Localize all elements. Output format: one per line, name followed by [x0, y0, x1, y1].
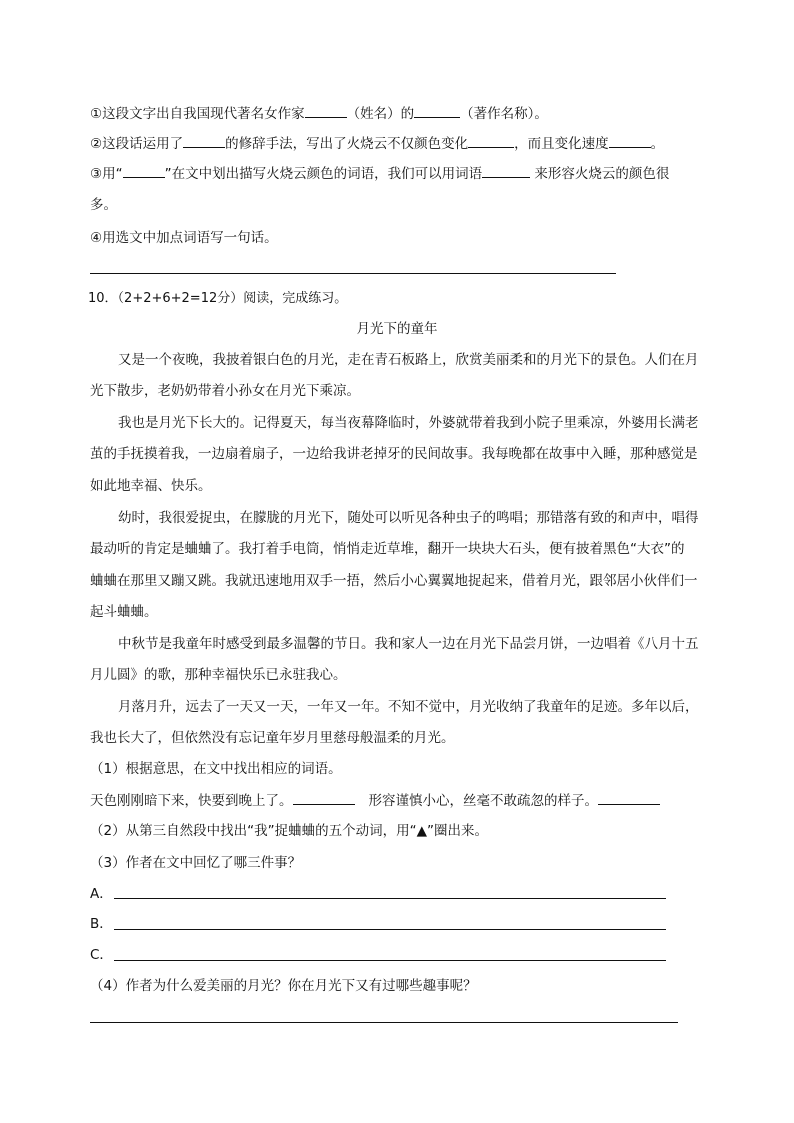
q9-item1 [90, 103, 548, 124]
q9-item3-text-c: 来形容火烧云的颜色很 [530, 166, 670, 182]
p4-line2: 月儿圆》的歌，那种幸福快乐已永驻我心。 [90, 667, 347, 683]
p2-line3: 如此地幸福、快乐。 [90, 478, 212, 494]
speed-blank[interactable] [609, 133, 651, 148]
option-a-answer-line[interactable] [114, 898, 666, 899]
q9-item3-text-a: ③用“ [90, 166, 123, 182]
option-c-label: C． [90, 947, 113, 963]
q9-item3-cont: 多。 [90, 197, 117, 213]
q9-item2 [90, 133, 664, 154]
q9-item1-text-a: ①这段文字出自我国现代著名女作家 [90, 106, 305, 122]
sub-question-3: （3）作者在文中回忆了哪三件事？ [90, 855, 302, 871]
q9-item3-text-b: ”在文中划出描写火烧云颜色的词语，我们可以用词语 [164, 166, 483, 182]
option-b-answer-line[interactable] [114, 929, 666, 930]
p5-line1: 月落月升，远去了一天又一天，一年又一年。不知不觉中，月光收纳了我童年的足迹。多年以后， [118, 699, 699, 715]
p1-line2: 光下散步，老奶奶带着小孙女在月光下乘凉。 [90, 383, 360, 399]
book-title-blank[interactable] [414, 103, 460, 118]
rhetoric-blank[interactable] [183, 133, 225, 148]
option-b-label: B． [90, 916, 113, 932]
p3-line4: 起斗蛐蛐。 [90, 604, 158, 620]
word-blank-a[interactable] [293, 790, 355, 805]
p2-line2: 茧的手抚摸着我，一边扇着扇子，一边给我讲老掉牙的民间故事。我每晚都在故事中入睡，那种感觉是 [90, 446, 698, 462]
sub-question-1: （1）根据意思，在文中找出相应的词语。 [90, 761, 342, 777]
sub-question-2: （2）从第三自然段中找出“我”捉蛐蛐的五个动词，用“▲”圈出来。 [90, 823, 488, 839]
sub-question-4-answer-line[interactable] [90, 1022, 678, 1023]
p3-line3: 蛐蛐在那里又蹦又跳。我就迅速地用双手一捂，然后小心翼翼地捉起来，借着月光，跟邻居小伙伴们一 [90, 573, 698, 589]
q9-item4: ④用选文中加点词语写一句话。 [90, 230, 278, 246]
sub1-def-b: 形容谨慎小心，丝毫不敢疏忽的样子。 [368, 793, 598, 809]
sub-question-4: （4）作者为什么爱美丽的月光？你在月光下又有过哪些趣事呢？ [90, 978, 477, 994]
q9-item2-text-d: 。 [650, 136, 665, 152]
sub1-def-a: 天色刚刚暗下来，快要到晚上了。 [90, 793, 293, 809]
p3-line2: 最动听的肯定是蛐蛐了。我打着手电筒，悄悄走近草堆，翻开一块块大石头，便有披着黑色“大衣”的 [90, 541, 685, 557]
option-c-answer-line[interactable] [114, 960, 666, 961]
author-name-blank[interactable] [305, 103, 347, 118]
q9-item1-text-b: （姓名）的 [346, 106, 415, 122]
sub-question-1-items [90, 790, 660, 811]
p4-line1: 中秋节是我童年时感受到最多温馨的节日。我和家人一边在月光下品尝月饼，一边唱着《八月十五 [118, 636, 699, 652]
option-a-label: A． [90, 886, 113, 902]
q9-answer-line[interactable] [90, 273, 616, 274]
color-change-blank[interactable] [468, 133, 514, 148]
p5-line2: 我也长大了，但依然没有忘记童年岁月里慈母般温柔的月光。 [90, 730, 455, 746]
q9-item3 [90, 163, 669, 184]
p2-line1: 我也是月光下长大的。记得夏天，每当夜幕降临时，外婆就带着我到小院子里乘凉，外婆用长满老 [118, 415, 699, 431]
p1-line1: 又是一个夜晚，我披着银白色的月光，走在青石板路上，欣赏美丽柔和的月光下的景色。人们在月 [118, 352, 699, 368]
q9-item2-text-c: ，而且变化速度 [514, 136, 609, 152]
q9-item2-text-a: ②这段话运用了 [90, 136, 184, 152]
q10-header: 10．（2+2+6+2=12分）阅读，完成练习。 [88, 291, 348, 306]
mark-symbol-blank[interactable] [123, 163, 165, 178]
p3-line1: 幼时，我很爱捉虫，在朦胧的月光下，随处可以听见各种虫子的鸣唱；那错落有致的和声中，唱得 [118, 510, 699, 526]
passage-title: 月光下的童年 [356, 321, 438, 337]
q9-item1-text-c: （著作名称）。 [460, 106, 548, 122]
word-blank-b[interactable] [598, 790, 660, 805]
color-word-blank[interactable] [482, 163, 530, 178]
q9-item2-text-b: 的修辞手法，写出了火烧云不仅颜色变化 [225, 136, 469, 152]
